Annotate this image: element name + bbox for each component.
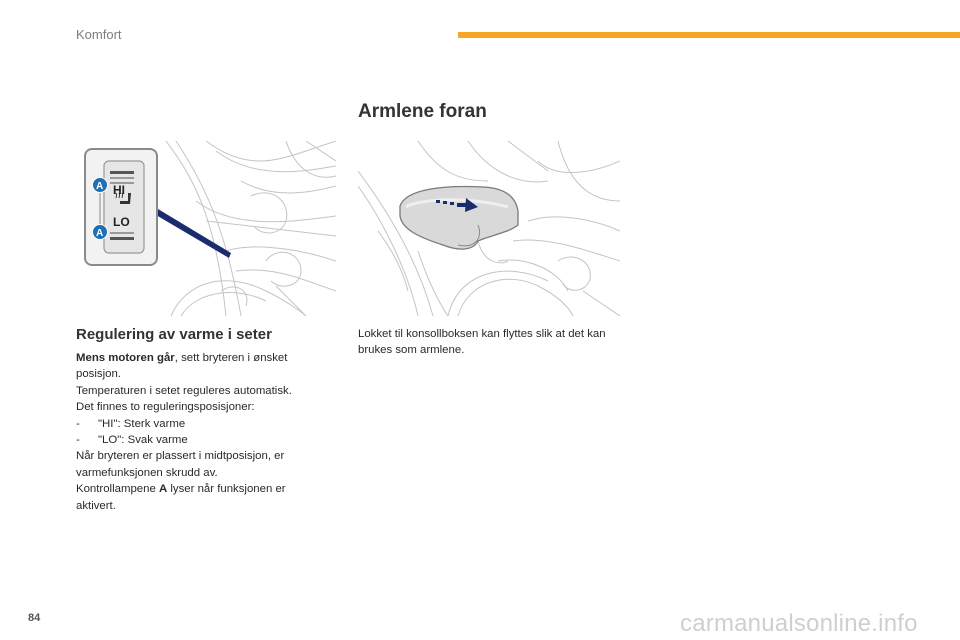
armrest-description: Lokket til konsollboksen kan flyttes slik at det kan brukes som armlene. — [358, 328, 606, 357]
watermark: carmanualsonline.info — [680, 610, 918, 637]
marker-a-top-label: A — [96, 181, 104, 192]
seat-heating-title: Regulering av varme i seter — [76, 326, 272, 343]
lo-position-text: "LO": Svak varme — [98, 434, 188, 447]
armrest-lid — [400, 187, 518, 250]
page-number: 84 — [28, 612, 41, 624]
lo-label: LO — [113, 215, 130, 229]
list-dash: - — [76, 434, 80, 447]
seat-heating-illustration — [76, 141, 336, 316]
lamp-marker-ref: A — [158, 483, 168, 496]
positions-text: Det finnes to reguleringsposisjoner: — [76, 401, 255, 414]
seat-heating-instructions — [76, 350, 326, 514]
marker-a-bottom-label: A — [96, 228, 104, 239]
lamp-text-post: lyser når funksjonen er aktivert. — [76, 483, 286, 512]
armrest-illustration — [358, 141, 620, 316]
lamp-text-pre: Kontrollampene — [76, 483, 159, 496]
auto-regulation-text: Temperaturen i setet reguleres automatisk. — [76, 384, 292, 397]
section-header-label: Komfort — [76, 27, 122, 42]
hi-position-item — [76, 416, 326, 432]
intro-text: , sett bryteren i ønsket posisjon. — [76, 352, 288, 381]
hi-position-text: "HI": Sterk varme — [98, 417, 186, 430]
hi-label: HI — [113, 183, 125, 197]
intro-paragraph — [76, 350, 326, 383]
mid-position-text: Når bryteren er plassert i midtposisjon, er varmefunksjonen skrudd av. — [76, 450, 285, 479]
header-accent-bar — [458, 32, 960, 38]
lo-position-item — [76, 432, 326, 448]
lamp-paragraph — [76, 481, 326, 514]
list-dash: - — [76, 417, 80, 430]
armrest-section-title: Armlene foran — [358, 101, 487, 122]
intro-bold-text: Mens motoren går — [76, 352, 175, 364]
